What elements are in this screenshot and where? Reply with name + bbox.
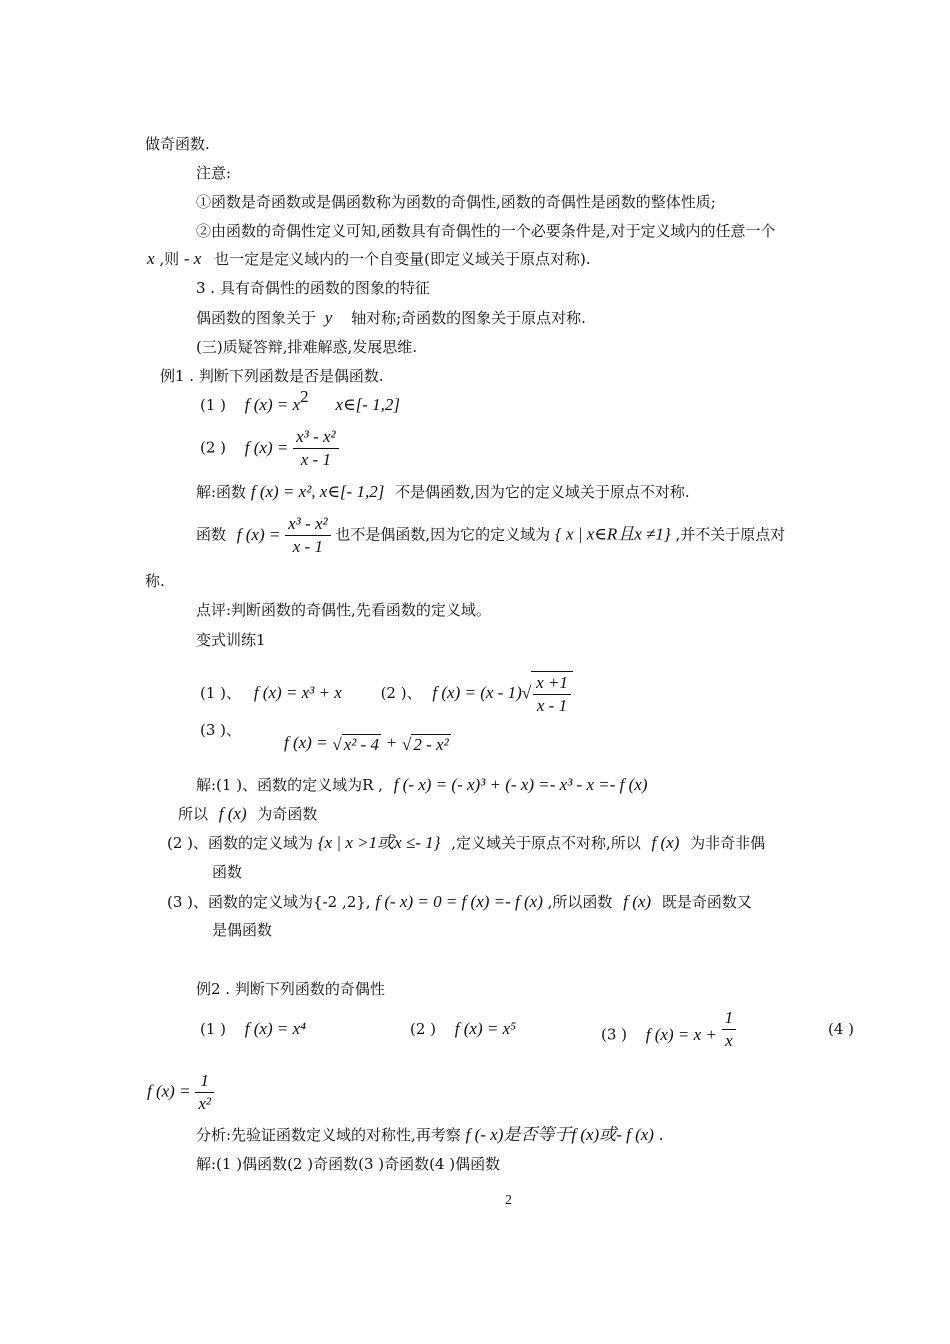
item-number: (3 ) [601,1025,628,1044]
text: (2 )、函数的定义域为 [167,834,314,852]
text-line: 做奇函数. [145,135,210,153]
solution-line [196,482,690,502]
math-op: + [385,733,398,752]
text: 不是偶函数,因为它的定义域关于原点不对称. [395,483,690,501]
math-expr: f (x) = [147,1081,191,1101]
denominator: x - 1 [536,696,568,715]
math-expr: f (x) = x⁴ [244,1019,307,1038]
math-exponent: 2 [300,387,309,406]
denominator: x [725,1031,733,1050]
denominator: x² [198,1094,211,1113]
section-heading: 3 . 具有奇偶性的函数的图象的特征 [196,279,430,297]
text: ,则 [159,250,180,268]
math-var: y [324,308,333,327]
numerator: x³ - x² [293,426,338,449]
math-expr: f (x) [651,833,680,852]
item-number: (4 ) [828,1020,855,1038]
text: 为非奇非偶 [690,834,766,852]
radicand: x² - 4 [343,734,379,754]
text: ,并不关于原点对 [675,525,786,544]
example-heading: 例1 . 判断下列函数是否是偶函数. [160,367,384,385]
math-expr: f (x) = x⁵ [454,1019,517,1038]
math-expr: f (x) = x [244,395,301,414]
example-item [200,1019,306,1039]
item-number: (2 )、 [380,684,422,702]
solution-line: 解:(1 )偶函数(2 )奇函数(3 )奇函数(4 )偶函数 [196,1155,501,1173]
math-expr: f (x) = x + [645,1024,717,1044]
example-item [147,1070,214,1115]
text: 所以 [178,805,209,823]
note-item-1: ①函数是奇函数或是偶函数称为函数的奇偶性,函数的奇偶性是函数的整体性质; [196,193,716,211]
text-line: (三)质疑答辩,排难解惑,发展思维. [196,338,418,356]
text: (3 )、函数的定义域为{-2 ,2}, [167,893,371,911]
note-item-2: ②由函数的奇偶性定义可知,函数具有奇偶性的一个必要条件是,对于定义域内的任意一个 [196,222,776,240]
example-heading: 例2 . 判断下列函数的奇偶性 [196,980,385,998]
exercise-item [284,733,451,755]
item-number: (1 ) [200,396,227,414]
note-heading: 注意: [196,164,232,182]
comment-line: 点评:判断函数的奇偶性,先看函数的定义域。 [196,601,491,619]
item-number: (1 )、 [200,684,242,702]
exercise-item-label: (3 )、 [200,721,242,739]
numerator: x³ - x² [285,513,330,536]
text-line [196,308,586,328]
example-item [200,426,339,471]
square-root: √ 2 - x² [402,734,449,754]
page-number: 2 [505,1193,512,1208]
text: 轴对称;奇函数的图象关于原点对称. [351,309,586,327]
text: 也不是偶函数,因为它的定义域为 [335,525,551,544]
solution-line [167,892,752,912]
math-expr: f (- x) = 0 = f (x) =- f (x) [375,892,543,911]
math-expr: f (x) = x³ + x [253,683,342,702]
analysis-line [196,1125,664,1145]
text: 分析:先验证函数定义域的对称性,再考察 [196,1126,461,1144]
math-expr: x∈[- 1,2] [335,395,400,414]
text-line: 函数 [212,863,243,881]
math-expr: f (x) = [244,437,289,457]
solution-line [196,513,785,558]
numerator: 1 [722,1007,737,1030]
math-expr: f (x) [623,892,652,911]
item-number: (2 ) [410,1020,437,1038]
fraction [285,513,330,558]
solution-line [178,804,317,824]
text: . [658,1126,664,1144]
item-number: (1 ) [200,1020,227,1038]
text-line [147,249,591,269]
math-var: x [147,249,155,268]
math-expr: f (x) [218,804,247,823]
denominator: x - 1 [300,450,331,469]
fraction [195,1070,214,1115]
square-root: √ x² - 4 [332,734,379,754]
text: ,定义域关于原点不对称,所以 [451,834,641,852]
exercise-item [200,671,573,717]
solution-line [196,775,648,795]
square-root: √ $\frac{x +1}{x - 1}$ [522,671,573,717]
text: 解:(1 )、函数的定义域为R , [196,776,383,794]
solution-line [167,833,765,853]
example-item [410,1019,516,1039]
fraction [293,426,338,471]
math-set: {x | x >1或x ≤- 1} [317,833,441,852]
math-expr: f (x) = (x - 1) [432,683,522,702]
math-expr: - x [183,249,202,268]
text: 为奇函数 [257,805,318,823]
numerator: 1 [195,1070,214,1093]
math-expr: f (x) = x², x∈[- 1,2] [250,482,385,501]
text: 既是奇函数又 [661,893,752,911]
text-line: 是偶函数 [212,921,273,939]
text: 函数 [196,525,227,544]
example-item [601,1008,736,1052]
fraction [722,1007,737,1052]
radicand: 2 - x² [413,734,449,754]
text: 解:函数 [196,483,247,501]
text: ,所以函数 [547,893,613,911]
denominator: x - 1 [292,537,323,556]
text-line: 称. [145,572,165,590]
exercise-heading: 变式训练1 [196,631,266,649]
item-number: (2 ) [200,438,227,457]
math-set: { x | x∈R且x ≠1} [554,524,671,544]
math-expr: f (- x)是否等于f (x)或- f (x) [465,1125,654,1144]
example-item [200,387,400,415]
math-expr: f (x) = [284,733,328,752]
text: 也一定是定义域内的一个自变量(即定义域关于原点对称). [214,250,591,268]
numerator: x +1 [533,672,571,695]
text: 偶函数的图象关于 [196,309,317,327]
math-expr: f (- x) = (- x)³ + (- x) =- x³ - x =- f (x) [393,775,648,794]
math-expr: f (x) = [236,524,281,544]
